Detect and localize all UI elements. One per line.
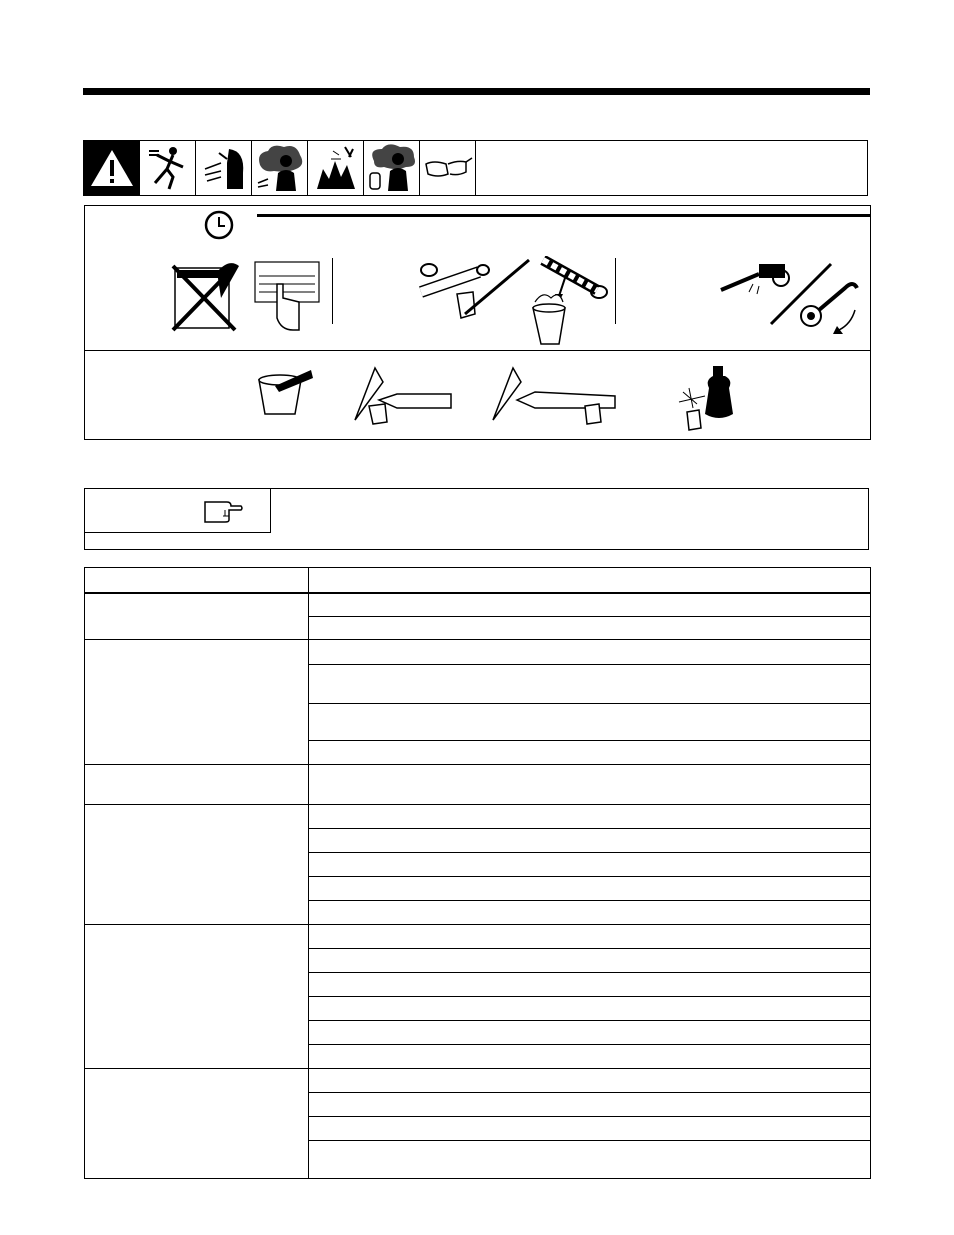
gas-fumes-icon [364, 141, 420, 195]
divider-1 [332, 258, 333, 324]
torch-handle-icon [489, 362, 619, 433]
torch-icon [351, 362, 455, 433]
note-label-cell [85, 489, 271, 533]
pointing-hand-icon [203, 498, 243, 529]
row-rule [308, 1020, 871, 1021]
fumes-icon [252, 141, 308, 195]
warning-icons [84, 141, 476, 195]
top-rule [83, 88, 870, 95]
row-rule [308, 876, 871, 877]
row-rule [308, 1092, 871, 1093]
hose-icon [417, 256, 609, 353]
maintenance-divider [85, 350, 870, 351]
row-rule [308, 1044, 871, 1045]
maintenance-box [84, 205, 871, 440]
section-rule [257, 214, 871, 217]
header-rule [84, 592, 871, 594]
electric-shock-icon [140, 141, 196, 195]
arc-rays-icon [196, 141, 252, 195]
note-box [84, 488, 869, 550]
row-rule [308, 664, 871, 665]
sparks-icon [308, 141, 364, 195]
warning-strip [83, 140, 868, 196]
group-rule [84, 924, 871, 925]
column-divider [308, 567, 309, 1179]
row-rule [308, 1140, 871, 1141]
safety-glasses-icon [420, 141, 476, 195]
table-frame [84, 567, 871, 1179]
group-rule [84, 804, 871, 805]
row-rule [308, 996, 871, 997]
row-rule [308, 900, 871, 901]
row-rule [308, 616, 871, 617]
warning-triangle-icon [84, 141, 140, 195]
row-rule [308, 703, 871, 704]
row-rule [308, 852, 871, 853]
clock-icon [203, 209, 235, 246]
maintenance-table [84, 567, 871, 1179]
gas-cylinder-icon [675, 364, 739, 437]
row-rule [308, 740, 871, 741]
row-rule [308, 828, 871, 829]
group-rule [84, 639, 871, 640]
group-rule [84, 764, 871, 765]
row-rule [308, 948, 871, 949]
row-rule [308, 1116, 871, 1117]
cup-icon [255, 366, 317, 423]
warning-label-icon [169, 258, 325, 339]
divider-2 [615, 258, 616, 324]
group-rule [84, 1068, 871, 1069]
row-rule [308, 972, 871, 973]
wire-brush-icon [719, 256, 869, 341]
